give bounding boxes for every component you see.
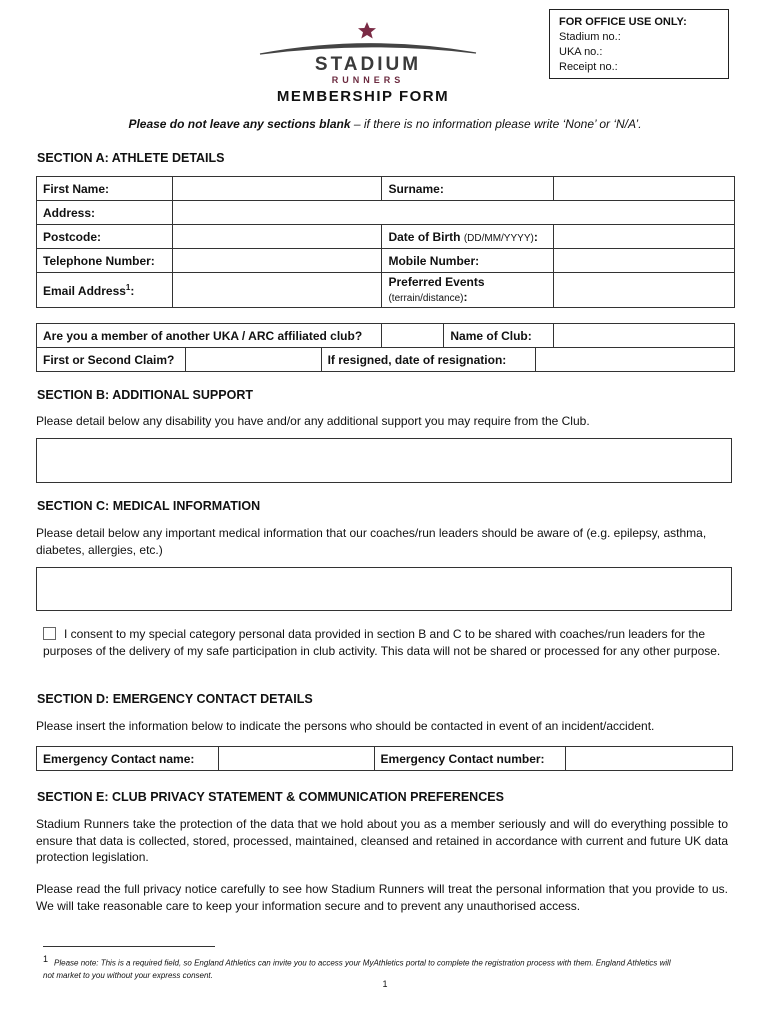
address-field[interactable] xyxy=(172,201,734,225)
table-row xyxy=(37,747,733,771)
consent-text: I consent to my special category personal data provided in section B and C to be shared with coaches/run leaders for the purposes of the delivery of my safe participation in club activity. This data will not be shared or processed for any other purpose. xyxy=(43,627,721,658)
mobile-label: Mobile Number: xyxy=(382,249,554,273)
dob-colon: : xyxy=(533,229,538,244)
club-name-label: Name of Club: xyxy=(444,324,554,348)
section-a-heading: SECTION A: ATHLETE DETAILS xyxy=(37,151,225,165)
section-d-heading: SECTION D: EMERGENCY CONTACT DETAILS xyxy=(37,692,313,706)
office-use-title: FOR OFFICE USE ONLY: xyxy=(559,16,687,28)
address-label: Address: xyxy=(37,201,173,225)
section-c-text: Please detail below any important medical information that our coaches/run leaders should be aware of (e.g. epilepsy, asthma, diabetes, allergies, etc.) xyxy=(36,526,707,557)
claim-label: First or Second Claim? xyxy=(37,348,186,372)
logo-subtitle: RUNNERS xyxy=(331,75,405,85)
emergency-name-label: Emergency Contact name: xyxy=(37,747,219,771)
table-row xyxy=(37,201,735,225)
claim-table xyxy=(36,347,735,372)
consent-statement xyxy=(43,626,723,659)
postcode-field[interactable] xyxy=(172,225,382,249)
section-e-heading: SECTION E: CLUB PRIVACY STATEMENT & COMMUNICATION PREFERENCES xyxy=(37,790,504,804)
receipt-no-label: Receipt no.: xyxy=(559,61,618,73)
privacy-paragraph-2: Please read the full privacy notice carefully to see how Stadium Runners will treat the personal information that you provide to us. We will take reasonable care to keep your information secure and to prevent any unauthorised access. xyxy=(36,882,728,913)
table-row xyxy=(37,273,735,308)
other-club-label: Are you a member of another UKA / ARC affiliated club? xyxy=(37,324,382,348)
surname-field[interactable] xyxy=(554,177,735,201)
footnote-text: Please note: This is a required field, so England Athletics can invite you to access your MyAthletics portal to complete the registration process with them. England Athletics will not market to you without your express consent. xyxy=(43,958,671,980)
club-membership-table xyxy=(36,323,735,348)
preferred-events-sub: (terrain/distance) xyxy=(388,292,464,304)
table-row xyxy=(37,324,735,348)
office-use-box xyxy=(549,9,729,79)
footnote-number: 1 xyxy=(43,954,49,964)
section-d-text: Please insert the information below to indicate the persons who should be contacted in event of an incident/accident. xyxy=(36,719,655,733)
preferred-events-text: Preferred Events xyxy=(388,274,485,289)
email-text: Email Address xyxy=(43,283,126,298)
athlete-details-table xyxy=(36,176,735,308)
footnote xyxy=(43,953,683,982)
dob-field[interactable] xyxy=(554,225,735,249)
table-row xyxy=(37,249,735,273)
email-label xyxy=(37,273,173,308)
surname-label: Surname: xyxy=(382,177,554,201)
logo-name: STADIUM xyxy=(314,54,422,75)
emergency-number-label: Emergency Contact number: xyxy=(374,747,566,771)
additional-support-field[interactable] xyxy=(36,438,732,483)
email-footnote-ref: 1 xyxy=(125,282,131,292)
instruction-notice xyxy=(0,117,770,131)
telephone-field[interactable] xyxy=(172,249,382,273)
consent-checkbox[interactable] xyxy=(43,627,56,640)
notice-rest: – if there is no information please write ‘None’ or ‘N/A’. xyxy=(350,117,642,131)
page-number: 1 xyxy=(382,979,388,989)
stadium-no-label: Stadium no.: xyxy=(559,31,621,43)
dob-text: Date of Birth xyxy=(388,229,461,244)
claim-field[interactable] xyxy=(185,348,321,372)
emergency-number-field[interactable] xyxy=(566,747,733,771)
notice-bold: Please do not leave any sections blank xyxy=(128,117,351,131)
privacy-paragraph-1: Stadium Runners take the protection of the data that we hold about you as a member seriously and will do everything possible to ensure that data is collected, stored, processed, maintained, cleansed and retained in accordance with current and future UK data protection legislation. xyxy=(36,817,728,864)
postcode-label: Postcode: xyxy=(37,225,173,249)
section-b-text: Please detail below any disability you have and/or any additional support you may require from the Club. xyxy=(36,414,590,428)
club-logo xyxy=(258,20,478,90)
table-row xyxy=(37,225,735,249)
emergency-contact-table xyxy=(36,746,733,771)
preferred-events-label xyxy=(382,273,554,308)
resigned-label: If resigned, date of resignation: xyxy=(321,348,536,372)
section-c-heading: SECTION C: MEDICAL INFORMATION xyxy=(37,499,261,513)
resigned-field[interactable] xyxy=(536,348,735,372)
other-club-field[interactable] xyxy=(382,324,444,348)
preferred-events-field[interactable] xyxy=(554,273,735,308)
club-name-field[interactable] xyxy=(554,324,735,348)
dob-label xyxy=(382,225,554,249)
uka-no-label: UKA no.: xyxy=(559,46,603,58)
emergency-name-field[interactable] xyxy=(218,747,374,771)
mobile-field[interactable] xyxy=(554,249,735,273)
dob-format: (DD/MM/YYYY) xyxy=(463,232,534,244)
first-name-label: First Name: xyxy=(37,177,173,201)
email-field[interactable] xyxy=(172,273,382,308)
telephone-label: Telephone Number: xyxy=(37,249,173,273)
footnote-divider xyxy=(43,946,215,947)
first-name-field[interactable] xyxy=(172,177,382,201)
email-colon: : xyxy=(130,283,135,298)
table-row xyxy=(37,348,735,372)
section-b-heading: SECTION B: ADDITIONAL SUPPORT xyxy=(37,388,253,402)
preferred-events-colon: : xyxy=(463,289,468,304)
form-title: MEMBERSHIP FORM xyxy=(276,88,450,105)
table-row xyxy=(37,177,735,201)
medical-info-field[interactable] xyxy=(36,567,732,611)
logo-star-icon xyxy=(358,22,376,39)
logo-swoosh xyxy=(260,44,476,54)
